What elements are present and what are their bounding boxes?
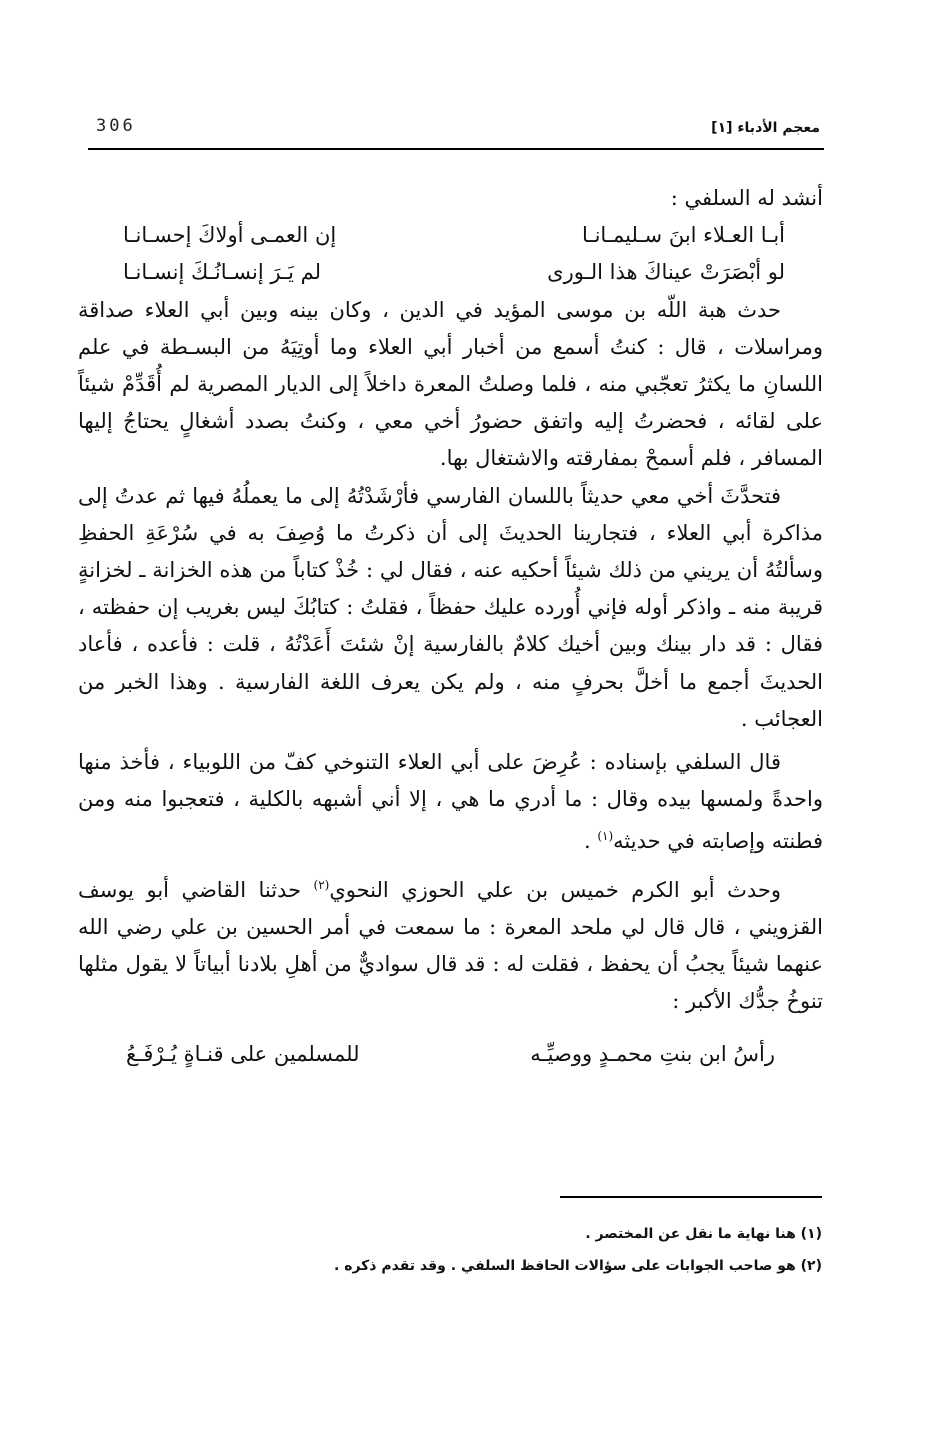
paragraph-4 xyxy=(78,867,823,1021)
verse-line-3-first-hemistich: رأسُ ابن بنتِ محمـدٍ ووصيِّـه xyxy=(530,1042,775,1067)
footnote-ref-2[interactable]: (٢) xyxy=(313,877,330,892)
verse-line-1-second-hemistich: إن العمـى أولاكَ إحسـانـا xyxy=(123,223,337,248)
verse-line-2-second-hemistich: لم يَـرَ إنسـانُـكَ إنسـانـا xyxy=(123,260,322,285)
verse-line-3-second-hemistich: للمسلمين على قنـاةٍ يُـرْفَـعُ xyxy=(126,1042,360,1067)
page-number: 306 xyxy=(96,116,136,136)
running-title: معجم الأدباء [١] xyxy=(711,120,820,136)
paragraph-3-text: قال السلفي بإسناده : عُرِضَ على أبي العلاء التنوخي كفّ من اللوبياء ، فأخذ منها واحدةً ولمسها بيده وقال : ما أدري ما هي ، إلا أني أشبهه بالكلية ، فتعجبوا منه ومن فطنته وإصابته في حديثه xyxy=(78,750,823,854)
paragraph-2: فتحدَّثَ أخي معي حديثاً باللسان الفارسي فأرْشَدْتُهُ إلى ما يعملُهُ فيها ثم عدتُ إلى مذاكرة أبي العلاء ، فتجارينا الحديثَ إلى أن ذكرتُ ما وُصِفَ به في سُرْعَةِ الحفظِ وسألتُهُ أن يريني من ذلك شيئاً أحكيه عنه ، فقال لي : خُذْ كتاباً من هذه الخزانة ـ لخزانةٍ قريبة منه ـ واذكر أوله فإني أُورده عليك حفظاً ، فقلتُ : كتابُكَ ليس بغريب إن حفظته ، فقال : قد دار بينك وبين أخيك كلامٌ بالفارسية إنْ شئتَ أَعَدْتُهُ ، قلت : فأعده ، فأعاد الحديثَ أجمع ما أخلَّ بحرفٍ منه ، ولم يكن يعرف اللغة الفارسية . وهذا الخبر من العجائب . xyxy=(78,483,823,731)
verse-line-1-first-hemistich: أبـا العـلاء ابنَ سـليمـانـا xyxy=(582,223,785,248)
paragraph-4-start: وحدث أبو الكرم خميس بن علي الحوزي النحوي xyxy=(329,877,781,902)
verse-line-3 xyxy=(78,1036,823,1073)
paragraph-3 xyxy=(78,744,823,861)
footnote-ref-1[interactable]: (١) xyxy=(597,829,614,844)
paragraph-1: حدث هبة اللّه بن موسى المؤيد في الدين ، وكان بينه وبين أبي العلاء صداقة ومراسلات ، قال : كنتُ أسمع من أخبار أبي العلاء وما أوتِيَهُ من البسـطة في علم اللسانِ ما يكثرُ تعجّبي منه ، فلما وصلتُ المعرة داخلاً إلى الديار المصرية لم أُقَدِّمْ شيئاً على لقائه ، فحضرتُ إليه واتفق حضورُ أخي معي ، وكنتُ بصدد أشغالٍ يحتاجُ إليها المسافر ، فلم أسمحْ بمفارقته والاشتغال بها. xyxy=(78,297,823,471)
footnote-2: (٢) هو صاحب الجوابات على سؤالات الحافظ السلفي . وقد تقدم ذكره . xyxy=(334,1258,822,1274)
footnotes xyxy=(300,1218,822,1282)
paragraph-3-end: . xyxy=(583,829,598,854)
footnote-separator xyxy=(560,1196,822,1198)
body-text xyxy=(78,180,823,1074)
verse-line-1 xyxy=(78,217,823,254)
verse-intro: أنشد له السلفي : xyxy=(670,186,823,210)
paragraph-4-rest: حدثنا القاضي أبو يوسف القزويني ، قال قال لي ملحد المعرة : ما سمعت في أمر الحسين بن علي رضي الله عنهما شيئاً يجبُ أن يحفظ ، فقلت له : قد قال سواديٌّ من أهلِ بلادنا أبياتاً لا يقول مثلها تنوخُ جدُّك الأكبر : xyxy=(78,877,823,1014)
verse-line-2-first-hemistich: لو أبْصَرَتْ عيناكَ هذا الـورى xyxy=(547,260,785,285)
verse-line-2 xyxy=(78,254,823,291)
footnote-1: (١) هنا نهاية ما نقل عن المختصر . xyxy=(585,1226,822,1242)
page-header xyxy=(88,108,824,150)
